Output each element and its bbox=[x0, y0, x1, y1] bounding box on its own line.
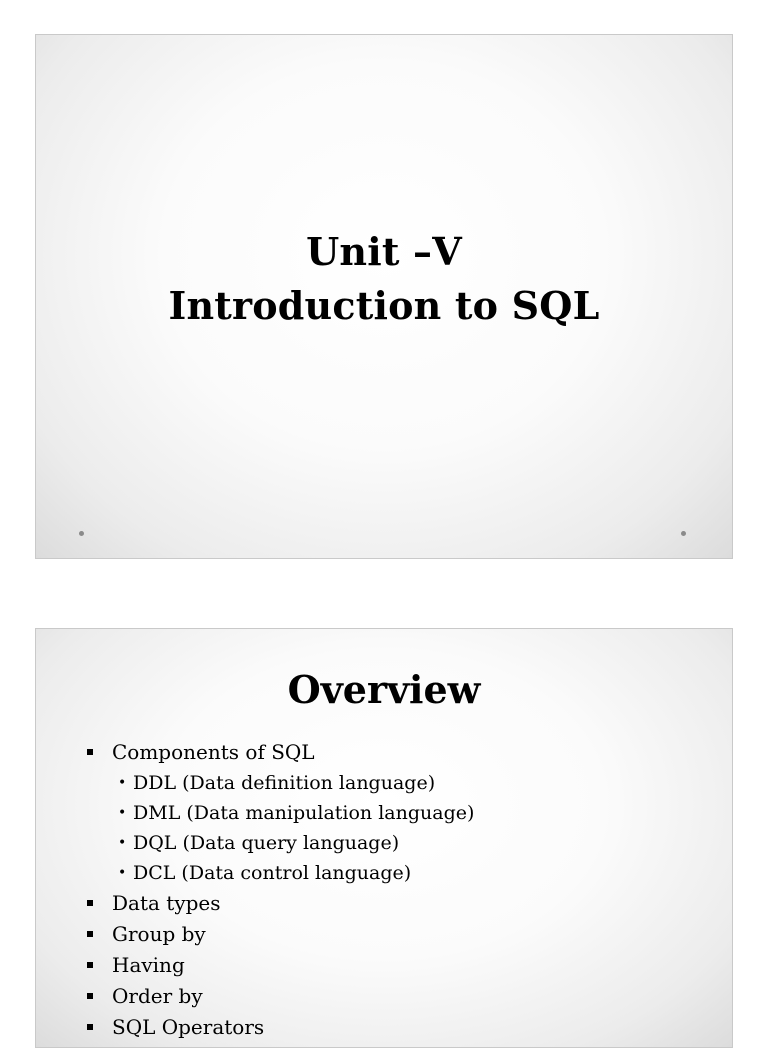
bullet-label: Group by bbox=[112, 922, 206, 946]
decorative-dot-left bbox=[79, 531, 84, 536]
sub-bullet-item bbox=[36, 798, 474, 828]
square-bullet-icon bbox=[87, 900, 93, 906]
dot-bullet-icon: • bbox=[118, 865, 127, 881]
sub-bullet-label: DQL (Data query language) bbox=[133, 832, 400, 854]
bullet-item bbox=[36, 950, 474, 981]
slide-title bbox=[35, 34, 733, 559]
unit-title: Unit –V bbox=[306, 229, 462, 274]
bullet-item bbox=[36, 919, 474, 950]
slide-overview bbox=[35, 628, 733, 1048]
bullet-item bbox=[36, 981, 474, 1012]
sub-bullet-item bbox=[36, 768, 474, 798]
bullet-item bbox=[36, 888, 474, 919]
sub-bullet-list bbox=[36, 768, 474, 888]
dot-bullet-icon: • bbox=[118, 775, 127, 791]
square-bullet-icon bbox=[87, 1024, 93, 1030]
topic-title: Introduction to SQL bbox=[168, 283, 600, 328]
square-bullet-icon bbox=[87, 993, 93, 999]
decorative-dot-right bbox=[681, 531, 686, 536]
overview-bullet-list bbox=[36, 737, 474, 1043]
sub-bullet-item bbox=[36, 828, 474, 858]
dot-bullet-icon: • bbox=[118, 805, 127, 821]
square-bullet-icon bbox=[87, 962, 93, 968]
bullet-label: Order by bbox=[112, 984, 203, 1008]
sub-bullet-label: DCL (Data control language) bbox=[133, 862, 412, 884]
square-bullet-icon bbox=[87, 749, 93, 755]
bullet-item bbox=[36, 737, 474, 768]
sub-bullet-label: DDL (Data definition language) bbox=[133, 772, 436, 794]
overview-title: Overview bbox=[287, 667, 481, 712]
dot-bullet-icon: • bbox=[118, 835, 127, 851]
bullet-label: SQL Operators bbox=[112, 1015, 265, 1039]
sub-bullet-label: DML (Data manipulation language) bbox=[133, 802, 475, 824]
bullet-label: Having bbox=[112, 953, 185, 977]
bullet-item bbox=[36, 1012, 474, 1043]
sub-list-container bbox=[36, 768, 474, 888]
sub-bullet-item bbox=[36, 858, 474, 888]
square-bullet-icon bbox=[87, 931, 93, 937]
bullet-label: Components of SQL bbox=[112, 740, 315, 764]
bullet-label: Data types bbox=[112, 891, 221, 915]
slide-title-heading bbox=[36, 225, 732, 333]
